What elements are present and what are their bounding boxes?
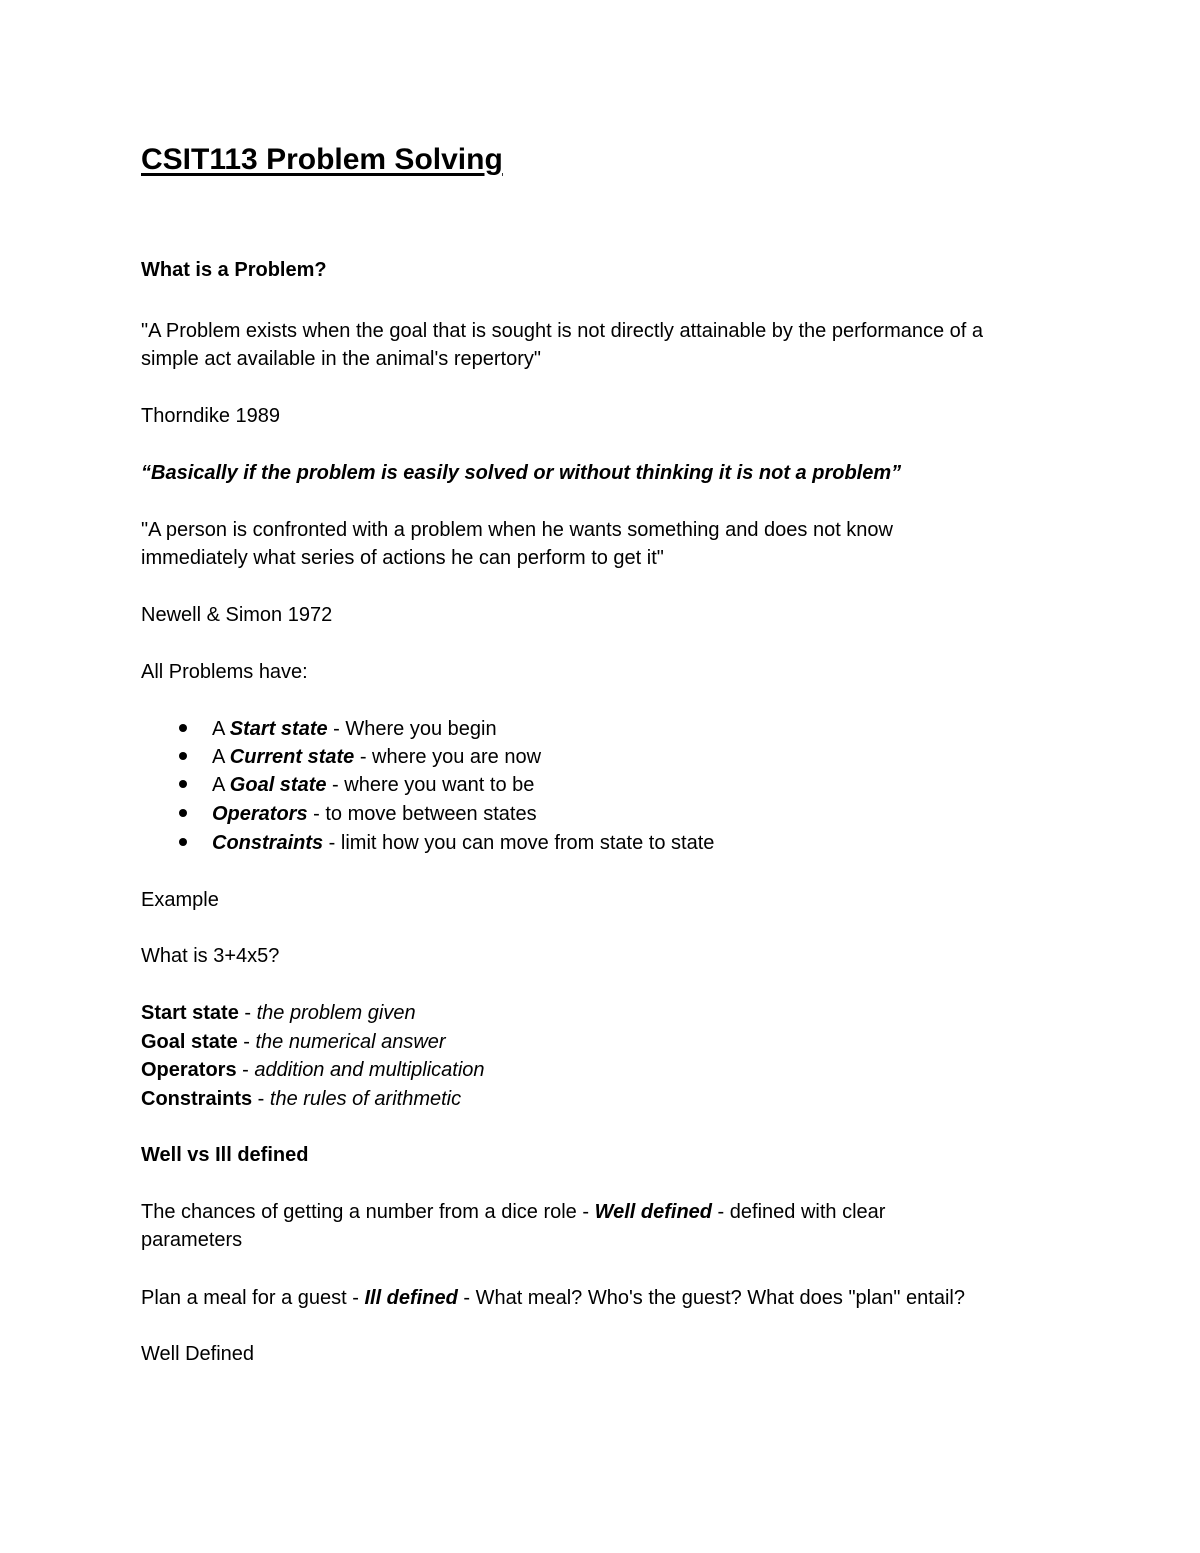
document-title: CSIT113 Problem Solving: [141, 143, 503, 176]
quote-thorndike-line2: simple act available in the animal's repertory": [141, 348, 541, 370]
list-item: A Goal state - where you want to be: [212, 774, 535, 796]
bullet-icon: [179, 809, 187, 817]
heading-what-is-a-problem: What is a Problem?: [141, 259, 327, 281]
citation-thorndike: Thorndike 1989: [141, 405, 280, 427]
well-defined-example-line2: parameters: [141, 1229, 243, 1251]
example-operators: Operators - addition and multiplication: [141, 1059, 485, 1081]
well-defined-example-line1: The chances of getting a number from a dice role - Well defined - defined with clear: [141, 1201, 886, 1223]
quote-thorndike-line1: "A Problem exists when the goal that is sought is not directly attainable by the performance of a: [141, 320, 984, 342]
all-problems-have-label: All Problems have:: [141, 661, 308, 683]
example-constraints: Constraints - the rules of arithmetic: [141, 1088, 462, 1110]
bullet-icon: [179, 780, 187, 788]
ill-defined-example: Plan a meal for a guest - Ill defined - What meal? Who's the guest? What does "plan" entail?: [141, 1287, 965, 1309]
list-item: Constraints - limit how you can move from state to state: [212, 832, 715, 854]
well-defined-label: Well Defined: [141, 1343, 255, 1365]
emphasis-statement: “Basically if the problem is easily solved or without thinking it is not a problem”: [141, 462, 902, 484]
example-label: Example: [141, 889, 219, 911]
example-start-state: Start state - the problem given: [141, 1002, 416, 1024]
bullet-icon: [179, 838, 187, 846]
list-item: A Current state - where you are now: [212, 746, 542, 768]
list-item: Operators - to move between states: [212, 803, 537, 825]
bullet-icon: [179, 724, 187, 732]
citation-newell-simon: Newell & Simon 1972: [141, 604, 333, 626]
heading-well-vs-ill-defined: Well vs Ill defined: [141, 1144, 309, 1166]
example-question: What is 3+4x5?: [141, 945, 280, 967]
list-item: A Start state - Where you begin: [212, 718, 497, 740]
example-goal-state: Goal state - the numerical answer: [141, 1031, 446, 1053]
bullet-icon: [179, 752, 187, 760]
quote-newell-simon-line1: "A person is confronted with a problem when he wants something and does not know: [141, 519, 893, 541]
quote-newell-simon-line2: immediately what series of actions he can perform to get it": [141, 547, 664, 569]
